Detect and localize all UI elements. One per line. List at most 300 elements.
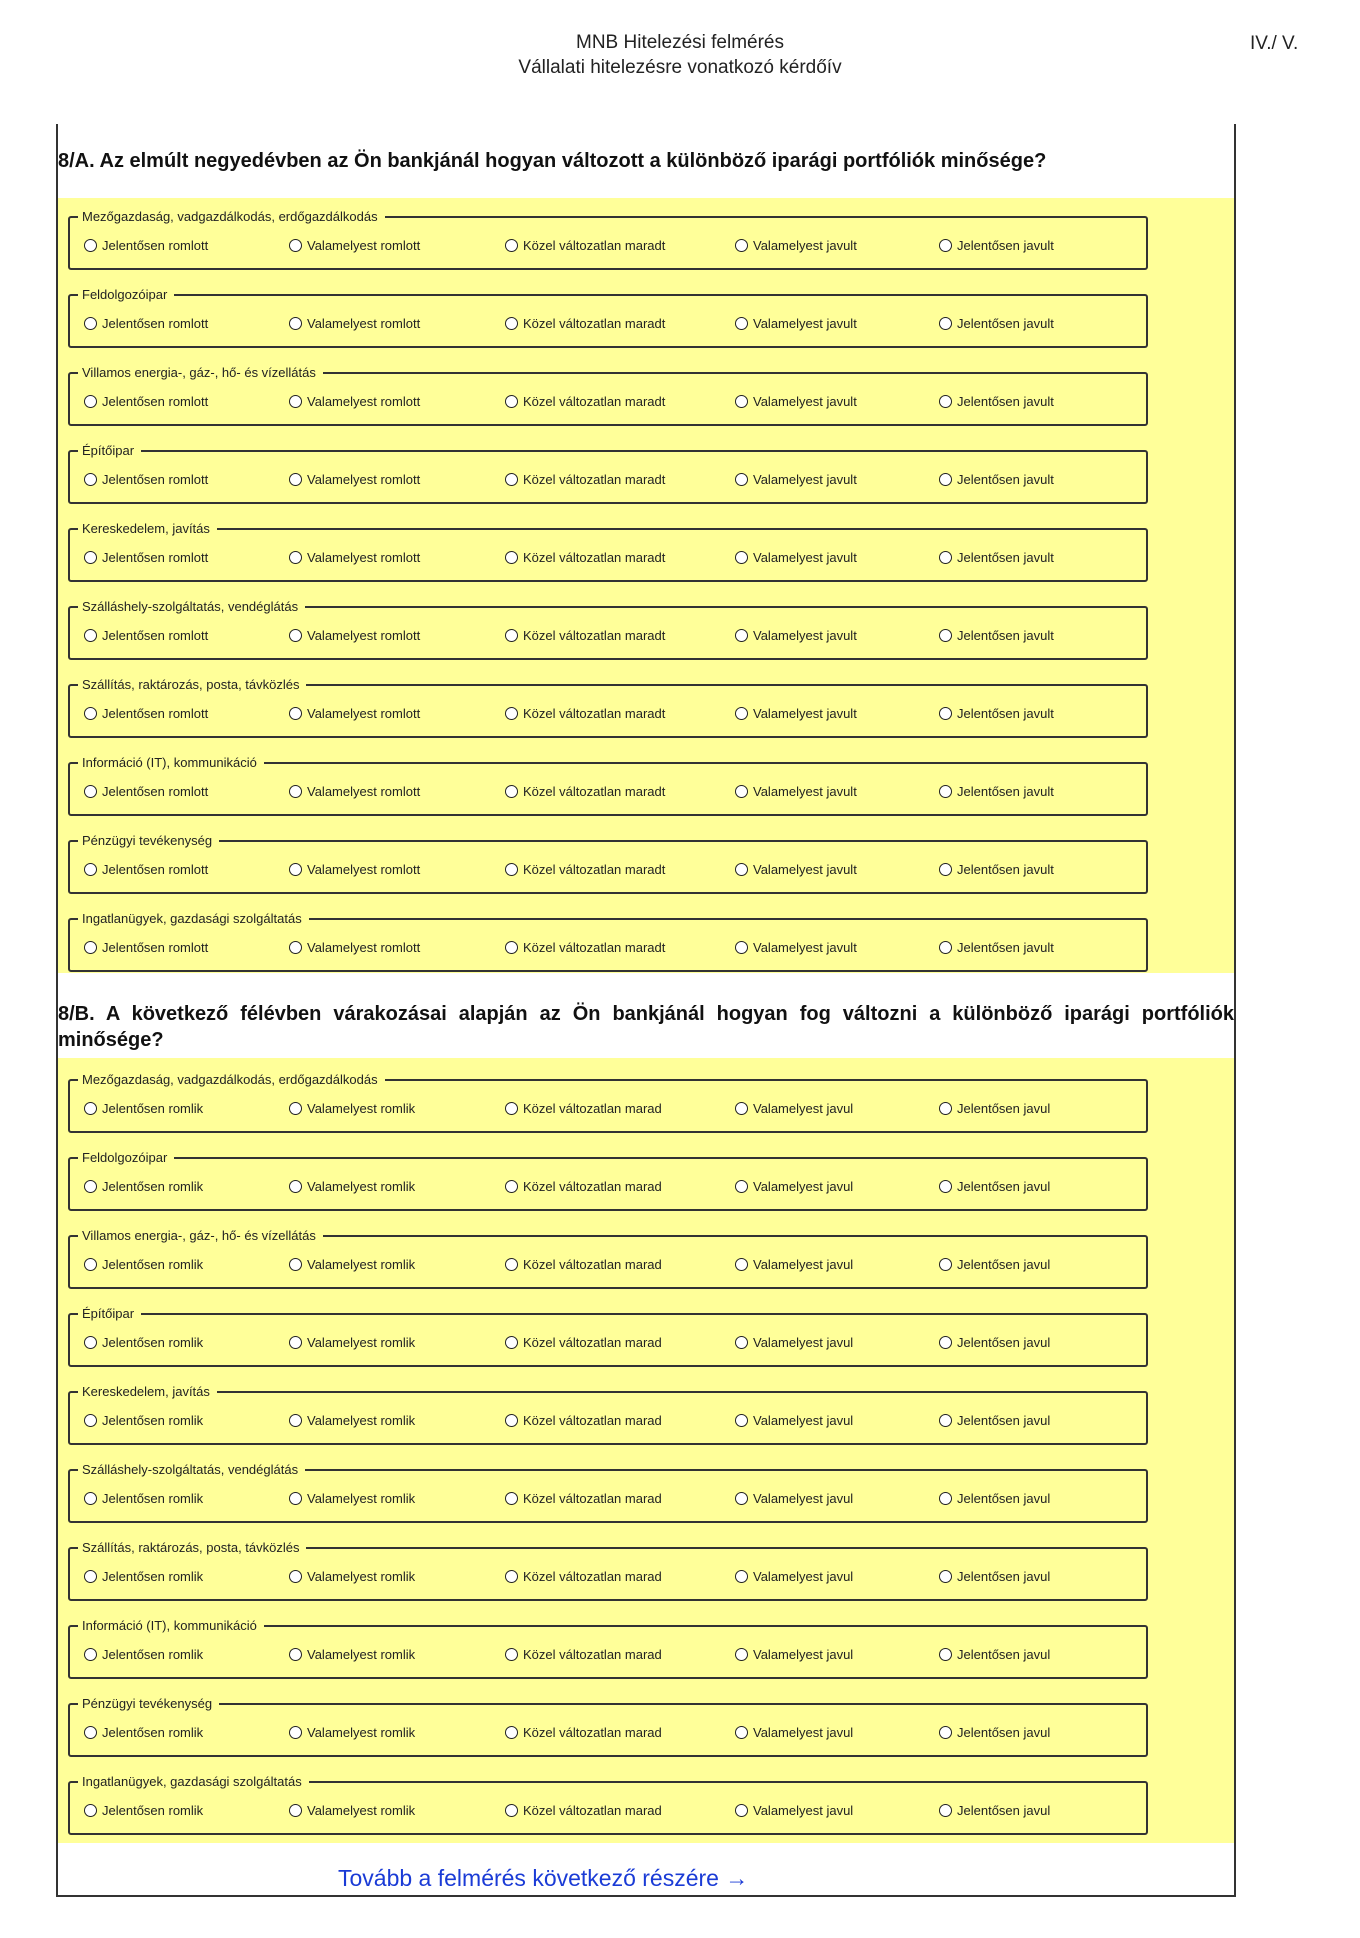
radio-circle-icon[interactable] <box>84 941 97 954</box>
radio-option-label: Valamelyest javult <box>753 471 857 487</box>
radio-option[interactable] <box>939 1411 1050 1429</box>
radio-circle-icon[interactable] <box>505 1336 518 1349</box>
radio-option-label: Jelentősen javul <box>957 1646 1051 1662</box>
radio-circle-icon[interactable] <box>735 863 748 876</box>
radio-option-label: Valamelyest javult <box>753 393 857 409</box>
radio-circle-icon[interactable] <box>505 863 518 876</box>
radio-option[interactable] <box>505 1645 662 1663</box>
sector-group <box>68 1384 1148 1445</box>
radio-option-label: Valamelyest javult <box>753 549 857 565</box>
radio-circle-icon[interactable] <box>505 941 518 954</box>
radio-circle-icon[interactable] <box>505 395 518 408</box>
radio-option[interactable] <box>505 314 665 332</box>
sector-legend: Mezőgazdaság, vadgazdálkodás, erdőgazdálkodás <box>78 1071 385 1088</box>
sector-group <box>68 1696 1148 1757</box>
radio-circle-icon[interactable] <box>735 1492 748 1505</box>
radio-option[interactable] <box>289 1567 415 1585</box>
radio-circle-icon[interactable] <box>84 239 97 252</box>
radio-option-label: Jelentősen javul <box>957 1412 1051 1428</box>
radio-circle-icon[interactable] <box>939 551 952 564</box>
radio-option[interactable] <box>939 938 1054 956</box>
radio-option[interactable] <box>505 1411 662 1429</box>
radio-option-label: Jelentősen javul <box>957 1724 1051 1740</box>
radio-circle-icon[interactable] <box>84 707 97 720</box>
radio-circle-icon[interactable] <box>939 1258 952 1271</box>
sector-group <box>68 755 1148 816</box>
radio-circle-icon[interactable] <box>289 1726 302 1739</box>
radio-option-label: Jelentősen romlik <box>102 1100 204 1116</box>
radio-option[interactable] <box>939 704 1054 722</box>
radio-circle-icon[interactable] <box>84 1258 97 1271</box>
radio-option[interactable] <box>84 470 208 488</box>
radio-option-label: Jelentősen javult <box>957 627 1054 643</box>
radio-option[interactable] <box>939 782 1054 800</box>
radio-circle-icon[interactable] <box>84 629 97 642</box>
radio-option[interactable] <box>735 626 857 644</box>
radio-circle-icon[interactable] <box>735 1648 748 1661</box>
sector-group <box>68 911 1148 972</box>
radio-option[interactable] <box>939 392 1054 410</box>
radio-option-label: Valamelyest romlott <box>307 861 421 877</box>
radio-option[interactable] <box>735 1567 853 1585</box>
radio-option-label: Valamelyest javul <box>753 1490 854 1506</box>
radio-circle-icon[interactable] <box>84 1336 97 1349</box>
radio-circle-icon[interactable] <box>939 1648 952 1661</box>
radio-option-label: Jelentősen romlik <box>102 1568 204 1584</box>
radio-option[interactable] <box>84 1801 203 1819</box>
radio-circle-icon[interactable] <box>289 1258 302 1271</box>
radio-option-label: Jelentősen romlott <box>102 393 209 409</box>
sector-group <box>68 365 1148 426</box>
radio-option-label: Valamelyest romlott <box>307 549 421 565</box>
radio-option-label: Valamelyest romlik <box>307 1100 416 1116</box>
radio-circle-icon[interactable] <box>735 1804 748 1817</box>
radio-circle-icon[interactable] <box>84 1726 97 1739</box>
radio-option-label: Jelentősen romlik <box>102 1802 204 1818</box>
radio-circle-icon[interactable] <box>84 1102 97 1115</box>
question-8a-title: 8/A. Az elmúlt negyedévben az Ön bankjánál hogyan változott a különböző iparági portfóliók minősége? <box>58 148 1234 174</box>
sector-group <box>68 1072 1148 1133</box>
radio-option[interactable] <box>505 1255 662 1273</box>
radio-option[interactable] <box>735 1099 853 1117</box>
radio-option[interactable] <box>505 1723 662 1741</box>
radio-option[interactable] <box>84 1177 203 1195</box>
radio-circle-icon[interactable] <box>939 473 952 486</box>
radio-circle-icon[interactable] <box>505 1492 518 1505</box>
radio-circle-icon[interactable] <box>505 1726 518 1739</box>
radio-option[interactable] <box>939 1333 1050 1351</box>
radio-option[interactable] <box>505 1567 662 1585</box>
radio-option[interactable] <box>289 938 420 956</box>
radio-circle-icon[interactable] <box>505 629 518 642</box>
radio-option[interactable] <box>939 1723 1050 1741</box>
radio-circle-icon[interactable] <box>84 551 97 564</box>
radio-option[interactable] <box>939 1255 1050 1273</box>
radio-option[interactable] <box>289 1645 415 1663</box>
sector-legend: Pénzügyi tevékenység <box>78 832 219 849</box>
radio-circle-icon[interactable] <box>505 785 518 798</box>
radio-option[interactable] <box>939 470 1054 488</box>
radio-option-label: Valamelyest javul <box>753 1724 854 1740</box>
radio-circle-icon[interactable] <box>505 551 518 564</box>
radio-circle-icon[interactable] <box>289 395 302 408</box>
radio-option[interactable] <box>84 1255 203 1273</box>
radio-option[interactable] <box>289 626 420 644</box>
radio-circle-icon[interactable] <box>939 395 952 408</box>
radio-option-label: Valamelyest romlik <box>307 1490 416 1506</box>
radio-option-label: Jelentősen romlott <box>102 627 209 643</box>
radio-option[interactable] <box>505 548 665 566</box>
radio-option-label: Valamelyest romlik <box>307 1646 416 1662</box>
radio-circle-icon[interactable] <box>939 1492 952 1505</box>
sector-legend: Információ (IT), kommunikáció <box>78 754 264 771</box>
radio-option[interactable] <box>289 1255 415 1273</box>
radio-option[interactable] <box>84 1645 203 1663</box>
radio-circle-icon[interactable] <box>939 1414 952 1427</box>
radio-option-label: Valamelyest romlik <box>307 1178 416 1194</box>
radio-option[interactable] <box>84 1333 203 1351</box>
radio-option[interactable] <box>84 1489 203 1507</box>
radio-option-label: Jelentősen javul <box>957 1178 1051 1194</box>
radio-circle-icon[interactable] <box>939 239 952 252</box>
radio-option[interactable] <box>84 938 208 956</box>
radio-option[interactable] <box>505 626 665 644</box>
radio-circle-icon[interactable] <box>735 1180 748 1193</box>
radio-option[interactable] <box>505 1333 662 1351</box>
radio-option[interactable] <box>939 1099 1050 1117</box>
sector-legend: Feldolgozóipar <box>78 1149 174 1166</box>
question-8b-title: 8/B. A következő félévben várakozásai alapján az Ön bankjánál hogyan fog változni a különböző iparági portfóliók minősége? <box>58 1003 1234 1051</box>
radio-circle-icon[interactable] <box>939 1336 952 1349</box>
radio-option-label: Közel változatlan maradt <box>523 705 666 721</box>
radio-circle-icon[interactable] <box>735 1414 748 1427</box>
radio-option-label: Jelentősen romlik <box>102 1412 204 1428</box>
radio-option[interactable] <box>289 1099 415 1117</box>
radio-circle-icon[interactable] <box>735 941 748 954</box>
radio-option-label: Valamelyest javul <box>753 1568 854 1584</box>
radio-circle-icon[interactable] <box>735 1102 748 1115</box>
radio-option-label: Jelentősen romlott <box>102 237 209 253</box>
sector-group <box>68 1774 1148 1835</box>
radio-option-label: Jelentősen javult <box>957 861 1054 877</box>
radio-circle-icon[interactable] <box>289 863 302 876</box>
radio-option[interactable] <box>84 314 208 332</box>
radio-option[interactable] <box>735 1645 853 1663</box>
radio-circle-icon[interactable] <box>84 863 97 876</box>
radio-option-label: Jelentősen romlik <box>102 1724 204 1740</box>
sector-group <box>68 1540 1148 1601</box>
radio-circle-icon[interactable] <box>289 317 302 330</box>
radio-option-label: Közel változatlan maradt <box>523 237 666 253</box>
radio-option-label: Közel változatlan marad <box>523 1724 662 1740</box>
radio-option[interactable] <box>735 1255 853 1273</box>
radio-circle-icon[interactable] <box>735 785 748 798</box>
radio-circle-icon[interactable] <box>939 629 952 642</box>
radio-option[interactable] <box>84 392 208 410</box>
radio-circle-icon[interactable] <box>505 473 518 486</box>
radio-option-label: Közel változatlan marad <box>523 1412 662 1428</box>
radio-circle-icon[interactable] <box>289 1102 302 1115</box>
radio-option-label: Jelentősen romlott <box>102 471 209 487</box>
radio-circle-icon[interactable] <box>289 629 302 642</box>
radio-option[interactable] <box>505 1099 662 1117</box>
radio-option[interactable] <box>289 782 420 800</box>
sector-legend: Szállítás, raktározás, posta, távközlés <box>78 1539 306 1556</box>
radio-option[interactable] <box>735 548 857 566</box>
sector-group <box>68 599 1148 660</box>
radio-option[interactable] <box>939 1489 1050 1507</box>
radio-circle-icon[interactable] <box>505 1258 518 1271</box>
radio-option[interactable] <box>735 704 857 722</box>
radio-circle-icon[interactable] <box>735 1336 748 1349</box>
radio-option[interactable] <box>505 1489 662 1507</box>
sector-group <box>68 209 1148 270</box>
radio-option-label: Valamelyest javul <box>753 1178 854 1194</box>
radio-option[interactable] <box>289 392 420 410</box>
radio-option[interactable] <box>735 392 857 410</box>
radio-option[interactable] <box>939 1567 1050 1585</box>
radio-option[interactable] <box>735 470 857 488</box>
radio-circle-icon[interactable] <box>939 785 952 798</box>
sector-legend: Kereskedelem, javítás <box>78 520 217 537</box>
radio-option[interactable] <box>289 1411 415 1429</box>
radio-option[interactable] <box>735 1801 853 1819</box>
radio-option[interactable] <box>505 392 665 410</box>
radio-circle-icon[interactable] <box>289 1804 302 1817</box>
sector-legend: Szálláshely-szolgáltatás, vendéglátás <box>78 598 305 615</box>
radio-option-label: Valamelyest javult <box>753 783 857 799</box>
radio-option-label: Valamelyest javul <box>753 1256 854 1272</box>
radio-option[interactable] <box>84 1099 203 1117</box>
radio-option-label: Jelentősen romlott <box>102 549 209 565</box>
radio-circle-icon[interactable] <box>289 1648 302 1661</box>
radio-option[interactable] <box>84 860 208 878</box>
radio-option[interactable] <box>939 1177 1050 1195</box>
radio-option-label: Valamelyest romlik <box>307 1334 416 1350</box>
radio-circle-icon[interactable] <box>289 239 302 252</box>
radio-circle-icon[interactable] <box>939 317 952 330</box>
radio-option[interactable] <box>84 1411 203 1429</box>
radio-option[interactable] <box>939 626 1054 644</box>
radio-circle-icon[interactable] <box>735 629 748 642</box>
radio-option[interactable] <box>289 1177 415 1195</box>
radio-option[interactable] <box>939 1801 1050 1819</box>
sector-group <box>68 1618 1148 1679</box>
radio-circle-icon[interactable] <box>735 239 748 252</box>
radio-circle-icon[interactable] <box>505 1648 518 1661</box>
radio-option[interactable] <box>289 860 420 878</box>
radio-circle-icon[interactable] <box>84 785 97 798</box>
radio-option[interactable] <box>505 782 665 800</box>
radio-option[interactable] <box>84 1567 203 1585</box>
radio-option[interactable] <box>735 1489 853 1507</box>
sector-group <box>68 833 1148 894</box>
radio-circle-icon[interactable] <box>505 1414 518 1427</box>
radio-option-label: Jelentősen javult <box>957 705 1054 721</box>
sector-group <box>68 1306 1148 1367</box>
radio-option-label: Valamelyest javul <box>753 1100 854 1116</box>
radio-circle-icon[interactable] <box>289 551 302 564</box>
radio-option-label: Jelentősen javul <box>957 1568 1051 1584</box>
radio-option[interactable] <box>735 782 857 800</box>
radio-circle-icon[interactable] <box>289 1492 302 1505</box>
radio-circle-icon[interactable] <box>289 707 302 720</box>
radio-circle-icon[interactable] <box>505 707 518 720</box>
radio-option-label: Közel változatlan marad <box>523 1100 662 1116</box>
radio-option-label: Valamelyest javul <box>753 1646 854 1662</box>
radio-circle-icon[interactable] <box>939 1570 952 1583</box>
radio-circle-icon[interactable] <box>289 941 302 954</box>
radio-option[interactable] <box>289 236 420 254</box>
radio-circle-icon[interactable] <box>84 1492 97 1505</box>
radio-circle-icon[interactable] <box>84 1648 97 1661</box>
sector-group <box>68 1228 1148 1289</box>
radio-option[interactable] <box>735 938 857 956</box>
radio-option[interactable] <box>505 236 665 254</box>
radio-option-label: Jelentősen romlott <box>102 705 209 721</box>
radio-circle-icon[interactable] <box>735 317 748 330</box>
radio-circle-icon[interactable] <box>735 1258 748 1271</box>
sector-group <box>68 677 1148 738</box>
radio-option-label: Valamelyest javult <box>753 237 857 253</box>
radio-option[interactable] <box>289 1489 415 1507</box>
radio-option[interactable] <box>84 704 208 722</box>
radio-circle-icon[interactable] <box>289 1570 302 1583</box>
radio-option[interactable] <box>939 860 1054 878</box>
radio-option[interactable] <box>735 1723 853 1741</box>
radio-option-label: Valamelyest romlik <box>307 1256 416 1272</box>
radio-circle-icon[interactable] <box>289 1180 302 1193</box>
radio-option[interactable] <box>735 314 857 332</box>
radio-option-label: Közel változatlan maradt <box>523 315 666 331</box>
radio-circle-icon[interactable] <box>505 1570 518 1583</box>
radio-circle-icon[interactable] <box>735 395 748 408</box>
radio-circle-icon[interactable] <box>84 473 97 486</box>
radio-option[interactable] <box>939 236 1054 254</box>
radio-option-label: Jelentősen romlott <box>102 861 209 877</box>
radio-option-label: Közel változatlan marad <box>523 1802 662 1818</box>
radio-circle-icon[interactable] <box>289 1414 302 1427</box>
radio-option[interactable] <box>505 704 665 722</box>
radio-circle-icon[interactable] <box>84 317 97 330</box>
radio-option-label: Jelentősen javult <box>957 549 1054 565</box>
radio-circle-icon[interactable] <box>735 707 748 720</box>
radio-option[interactable] <box>84 236 208 254</box>
header-title: MNB Hitelezési felmérés <box>576 32 784 53</box>
radio-circle-icon[interactable] <box>735 551 748 564</box>
radio-option[interactable] <box>289 548 420 566</box>
radio-circle-icon[interactable] <box>289 785 302 798</box>
radio-option[interactable] <box>735 1411 853 1429</box>
sector-legend: Építőipar <box>78 1305 141 1322</box>
radio-option-label: Közel változatlan maradt <box>523 471 666 487</box>
radio-option-label: Jelentősen javult <box>957 783 1054 799</box>
radio-circle-icon[interactable] <box>289 473 302 486</box>
radio-circle-icon[interactable] <box>84 1570 97 1583</box>
radio-option-label: Jelentősen romlott <box>102 939 209 955</box>
radio-option[interactable] <box>735 1333 853 1351</box>
radio-option[interactable] <box>84 782 208 800</box>
sector-legend: Feldolgozóipar <box>78 286 174 303</box>
radio-option-label: Jelentősen romlott <box>102 783 209 799</box>
radio-option-label: Jelentősen javul <box>957 1100 1051 1116</box>
radio-circle-icon[interactable] <box>289 1336 302 1349</box>
radio-option[interactable] <box>939 548 1054 566</box>
radio-option[interactable] <box>84 548 208 566</box>
page-header <box>0 30 1360 80</box>
radio-option[interactable] <box>735 236 857 254</box>
radio-option-label: Közel változatlan maradt <box>523 939 666 955</box>
radio-circle-icon[interactable] <box>505 1804 518 1817</box>
radio-option[interactable] <box>289 1723 415 1741</box>
sector-legend: Szálláshely-szolgáltatás, vendéglátás <box>78 1461 305 1478</box>
sector-legend: Kereskedelem, javítás <box>78 1383 217 1400</box>
radio-circle-icon[interactable] <box>84 1180 97 1193</box>
radio-circle-icon[interactable] <box>939 941 952 954</box>
radio-circle-icon[interactable] <box>84 395 97 408</box>
radio-option[interactable] <box>505 470 665 488</box>
radio-circle-icon[interactable] <box>735 1570 748 1583</box>
radio-option[interactable] <box>84 1723 203 1741</box>
radio-circle-icon[interactable] <box>505 1180 518 1193</box>
radio-option[interactable] <box>505 1801 662 1819</box>
radio-option-label: Valamelyest romlott <box>307 705 421 721</box>
radio-circle-icon[interactable] <box>735 1726 748 1739</box>
radio-circle-icon[interactable] <box>84 1804 97 1817</box>
radio-option-label: Jelentősen javul <box>957 1256 1051 1272</box>
radio-option[interactable] <box>735 1177 853 1195</box>
radio-option[interactable] <box>939 314 1054 332</box>
radio-option-label: Jelentősen romlik <box>102 1334 204 1350</box>
radio-option[interactable] <box>289 1801 415 1819</box>
radio-circle-icon[interactable] <box>939 863 952 876</box>
sector-legend: Ingatlanügyek, gazdasági szolgáltatás <box>78 910 309 927</box>
radio-circle-icon[interactable] <box>505 1102 518 1115</box>
radio-option[interactable] <box>289 470 420 488</box>
radio-option-label: Valamelyest javul <box>753 1412 854 1428</box>
radio-option-label: Jelentősen romlik <box>102 1256 204 1272</box>
radio-circle-icon[interactable] <box>939 1102 952 1115</box>
radio-circle-icon[interactable] <box>939 1726 952 1739</box>
radio-option[interactable] <box>289 1333 415 1351</box>
radio-option[interactable] <box>505 1177 662 1195</box>
radio-circle-icon[interactable] <box>735 473 748 486</box>
radio-option[interactable] <box>939 1645 1050 1663</box>
radio-option[interactable] <box>505 938 665 956</box>
next-section-link[interactable]: Tovább a felmérés következő részére → <box>338 1865 749 1891</box>
radio-option[interactable] <box>289 314 420 332</box>
radio-circle-icon[interactable] <box>939 1180 952 1193</box>
sector-group <box>68 1150 1148 1211</box>
radio-option-label: Közel változatlan marad <box>523 1568 662 1584</box>
radio-circle-icon[interactable] <box>84 1414 97 1427</box>
radio-option-label: Közel változatlan maradt <box>523 861 666 877</box>
radio-option[interactable] <box>505 860 665 878</box>
radio-circle-icon[interactable] <box>505 317 518 330</box>
sector-legend: Villamos energia-, gáz-, hő- és vízellátás <box>78 364 323 381</box>
radio-option[interactable] <box>289 704 420 722</box>
radio-option[interactable] <box>84 626 208 644</box>
radio-option[interactable] <box>735 860 857 878</box>
radio-option-label: Közel változatlan marad <box>523 1490 662 1506</box>
radio-option-label: Valamelyest romlik <box>307 1802 416 1818</box>
radio-option-label: Jelentősen romlik <box>102 1178 204 1194</box>
radio-circle-icon[interactable] <box>939 707 952 720</box>
radio-option-label: Közel változatlan maradt <box>523 627 666 643</box>
radio-circle-icon[interactable] <box>939 1804 952 1817</box>
radio-circle-icon[interactable] <box>505 239 518 252</box>
radio-option-label: Jelentősen romlik <box>102 1646 204 1662</box>
